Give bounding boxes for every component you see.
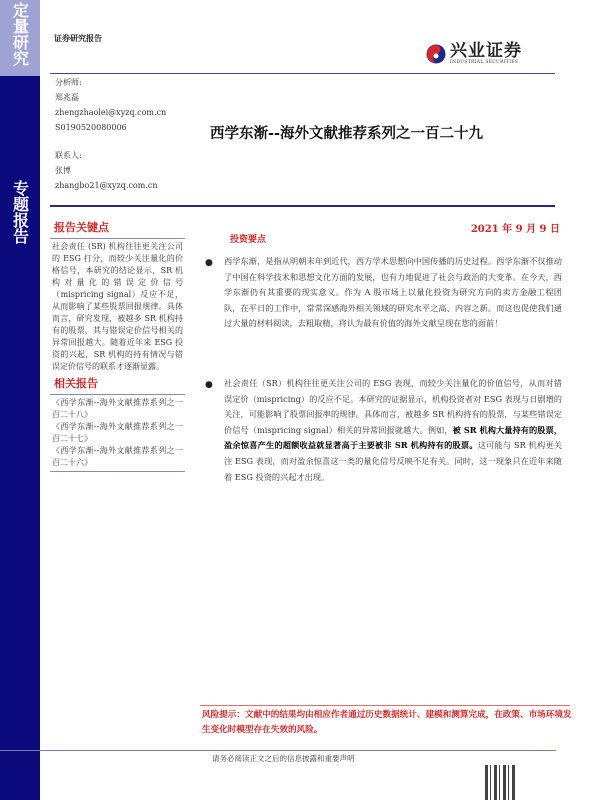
section-divider: [50, 205, 555, 207]
investment-paragraph-2: [224, 376, 562, 485]
investment-paragraph-1: 西学东渐，是指从明朝末年到近代，西方学术思想向中国传播的历史过程。西学东渐不仅推动了中国在科学技术和思想文化方面的发展，也有力地促进了社会与政治的大变革。在今天，西学东渐仍有其重要的现实意义。作为 A 股市场上以量化投资为研究方向的卖方金融工程团队，在平日的工作中，常常深感海外相关领域的研究水平之高、内容之新。而这也促使我们通过大量的材料阅读，去粗取精，将认为最有价值的海外文献呈现在您的面前！: [224, 256, 562, 329]
related-divider: [50, 394, 185, 395]
sidebar-bottom-label: 专题报告: [10, 180, 30, 244]
logo-icon: [426, 44, 446, 64]
analyst-name: 郑兆磊: [55, 93, 79, 102]
related-item[interactable]: 《西学东渐--海外文献推荐系列之一百二十六》: [52, 446, 183, 467]
risk-warning: 风险提示：文献中的结果均由相应作者通过历史数据统计、建模和测算完成，在政策、市场环境发生变化时模型存在失效的风险。: [202, 710, 572, 735]
footer-divider: [0, 750, 556, 751]
key-points-text: 社会责任 (SR) 机构往往更关注公司的 ESG 打分，而较少关注量化的价格信号，本研究的结论显示，SR 机构对量化的错误定价信号（mispricing signal）反应不足，从而影响了某些股票回报规律。具体而言，研究发现，被越多 SR 机构持有的股票，其与错误定价信号相关的异常回报越大。随着近年来 ESG 投资的兴起，SR 机构的持有情况与错误定价信号的联系才逐渐显露。: [52, 242, 183, 371]
p2-text: 社会责任（SR）机构往往更关注公司的 ESG 表现，而较少关注量化的价值信号，从而对错误定价（mispricing）的反应不足。本研究的证据显示，机构投资者对 ESG 表现与日剧增的关注，可能影响了股票回报率的规律。具体而言，被越多 SR 机构持有的股票，与某些错误定价信号（mispricing signal）相关的异常回报就越大。例如，: [224, 378, 562, 435]
contact-label: 联系人:: [55, 151, 82, 160]
header-divider: [50, 73, 555, 74]
key-divider: [50, 238, 185, 239]
related-heading: 相关报告: [54, 377, 98, 390]
analyst-cert: S0190520080006: [55, 123, 127, 132]
left-column: [50, 220, 185, 474]
brand-cn: 兴业证券: [450, 41, 522, 61]
bullet-icon: ●: [205, 258, 213, 268]
risk-divider: [200, 705, 570, 706]
contact-name: 张博: [55, 166, 71, 175]
p2-text-end: 这可能与 SR 机构更关注 ESG 表现，而对盈余惊喜这一类的量化信号反映不足有关。同时，这一现象只在近年来随着 ESG 投资的兴起才出现。: [224, 440, 562, 482]
page-title: 西学东渐--海外文献推荐系列之一百二十九: [210, 125, 484, 142]
related-list: [50, 397, 185, 469]
analyst-email[interactable]: zhengzhaolei@xyzq.com.cn: [55, 108, 167, 117]
bullet-icon: ●: [205, 380, 213, 390]
qr-code-icon: [485, 765, 515, 800]
doc-type: 证券研究报告: [54, 33, 102, 43]
brand-en: INDUSTRIAL SECURITIES: [450, 60, 519, 65]
contact-email[interactable]: zhangbo21@xyzq.com.cn: [55, 181, 158, 190]
footer-disclaimer: 请务必阅读正文之后的信息披露和重要声明: [212, 754, 355, 763]
sidebar-top-label: 定量研究: [10, 2, 30, 66]
investment-heading: 投资要点: [230, 235, 267, 245]
related-item[interactable]: 《西学东渐--海外文献推荐系列之一百二十八》: [52, 398, 183, 419]
brand-logo: [426, 42, 522, 65]
p2-bold: 被 SR 机构大量持有的股票，盈余惊喜产生的超额收益就显著高于主要被非 SR 机构持有的股票。: [224, 424, 563, 451]
key-points-heading: 报告关键点: [54, 221, 109, 234]
report-date: 2021 年 9 月 9 日: [470, 224, 560, 235]
related-bottom-divider: [50, 471, 185, 472]
analyst-block: [55, 75, 166, 193]
analyst-label: 分析师:: [55, 78, 82, 87]
related-item[interactable]: 《西学东渐--海外文献推荐系列之一百二十七》: [52, 422, 183, 443]
